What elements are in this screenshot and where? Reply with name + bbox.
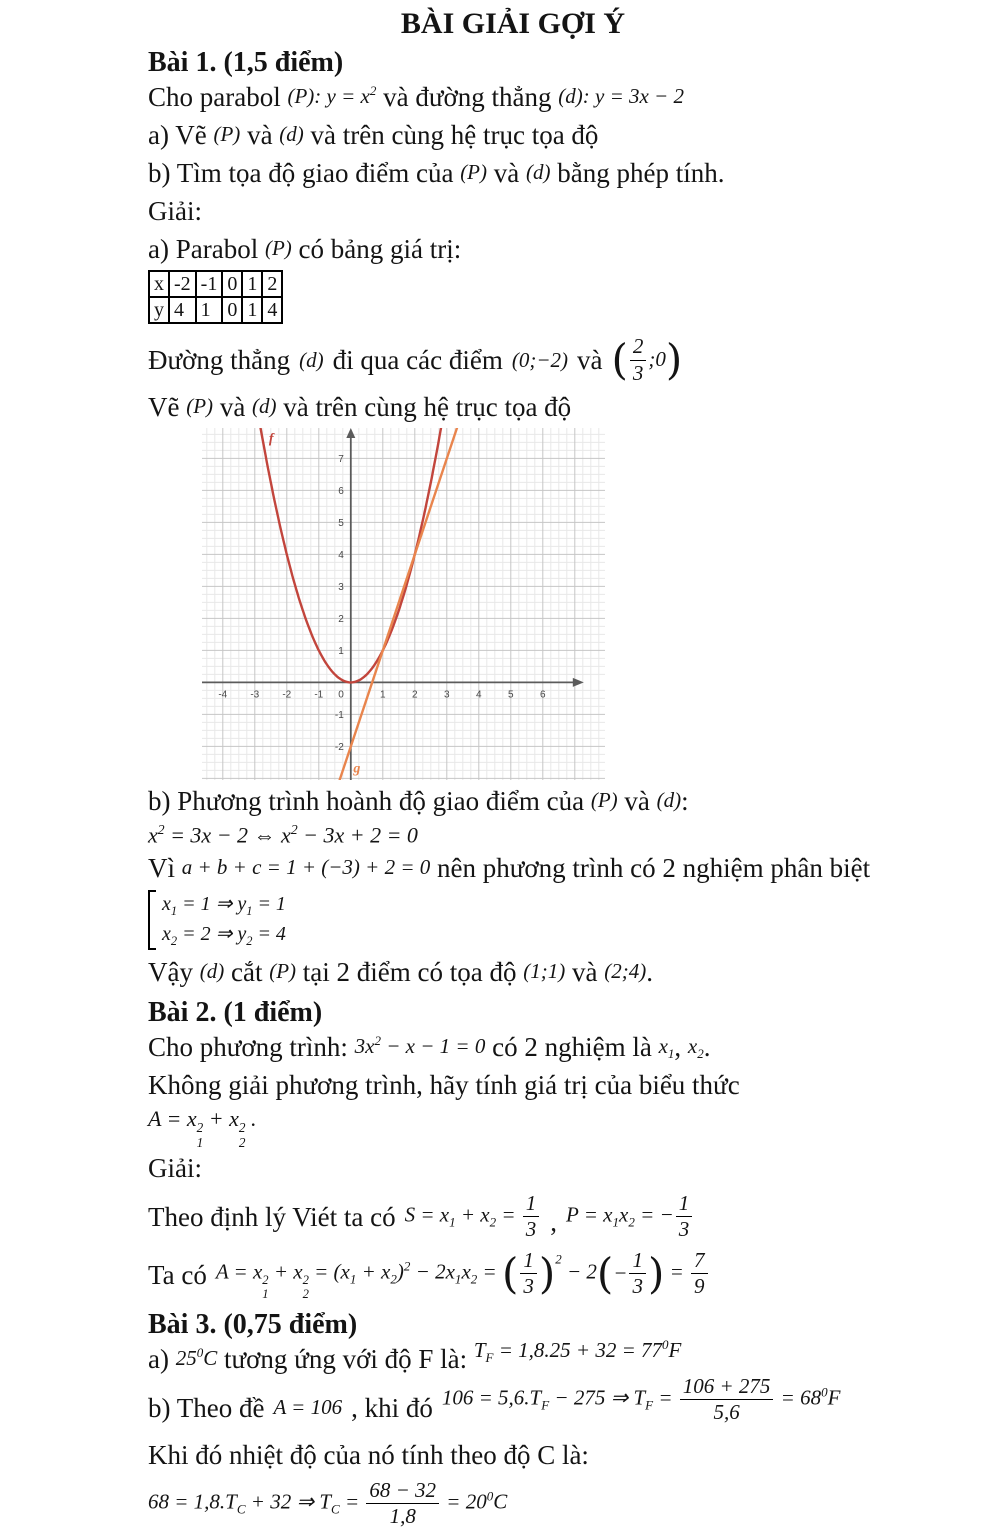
subscript: 2 — [238, 1134, 246, 1150]
solution-system — [148, 890, 979, 951]
math-d: (d) — [299, 347, 324, 372]
subscript: 2 — [246, 933, 253, 948]
paren: ( — [611, 335, 628, 385]
fraction — [676, 1192, 693, 1241]
math-S-formula — [405, 1192, 542, 1241]
subscript: 2 — [390, 1271, 397, 1287]
paren: ) — [647, 1248, 665, 1298]
subscript: 2 — [489, 1214, 497, 1230]
text-run: a) — [148, 1343, 169, 1374]
table-row-y — [149, 297, 282, 323]
math-frag: + x — [203, 1106, 239, 1132]
subscript: 1 — [454, 1271, 462, 1287]
cell: 0 — [222, 271, 242, 297]
math-frag: = (x — [308, 1259, 350, 1284]
text-run: Cho parabol — [148, 82, 281, 112]
problem2-statement — [148, 1030, 979, 1066]
exponent: 2 — [555, 1251, 562, 1267]
math-line-def: (d): y = 3x − 2 — [558, 84, 684, 108]
text-run: đi qua các điểm — [332, 344, 503, 375]
table-intro — [148, 232, 979, 268]
math-parabola-def — [287, 84, 376, 108]
svg-text:-1: -1 — [334, 709, 344, 721]
punctuation: , — [550, 1207, 558, 1238]
punctuation: . — [250, 1106, 257, 1132]
problem1-heading: Bài 1. (1,5 điểm) — [148, 47, 344, 78]
denominator: 5,6 — [713, 1400, 740, 1425]
exponent: 0 — [196, 1344, 204, 1360]
fraction — [523, 1192, 540, 1241]
subscript: 1 — [349, 1271, 357, 1287]
math-frag: = — [496, 1202, 521, 1227]
math-frag: x — [619, 1202, 629, 1227]
subscript: 2 — [628, 1214, 635, 1230]
function-graph — [202, 428, 605, 780]
svg-text:-4: -4 — [218, 689, 228, 701]
math-frag: = 2 ⇒ y — [177, 922, 247, 945]
page-title: BÀI GIẢI GỢI Ý — [400, 7, 626, 40]
math-frag: = — [653, 1385, 678, 1410]
math-frag: − x − 1 = 0 — [381, 1034, 486, 1059]
numerator: 2 — [630, 335, 647, 360]
math-frag: A = x — [148, 1106, 197, 1132]
text-run: a) Vẽ — [148, 120, 207, 150]
compute-A-line — [148, 1247, 979, 1303]
subscript: C — [236, 1501, 246, 1517]
math-frag: = — [477, 1259, 502, 1284]
fraction — [629, 1249, 646, 1298]
text-run: , — [674, 1032, 682, 1063]
paren: ) — [538, 1248, 556, 1298]
svg-text:1: 1 — [338, 645, 344, 657]
text-run: b) Theo đề — [148, 1392, 265, 1423]
math-frag: = — [339, 1489, 365, 1514]
math-frag: x — [148, 822, 158, 848]
subscript: 2 — [170, 933, 178, 948]
math-frag: − — [613, 1261, 628, 1286]
solution-label-2: Giải: — [148, 1152, 202, 1183]
math-25C — [176, 1346, 218, 1370]
text-run: Cho phương trình: — [148, 1032, 348, 1063]
text-run: Theo định lý Viét ta có — [148, 1201, 396, 1232]
exponent: 0 — [821, 1384, 828, 1400]
text-run: a) Parabol — [148, 234, 259, 264]
svg-text:g: g — [353, 761, 361, 777]
paren: ( — [596, 1248, 614, 1298]
system-rows — [156, 890, 286, 951]
svg-text:f: f — [268, 431, 274, 447]
math-frag: ;0 — [648, 347, 666, 372]
svg-text:2: 2 — [338, 613, 344, 625]
text-run: và — [577, 344, 603, 375]
cell: -1 — [196, 271, 223, 297]
subscript: 1 — [612, 1214, 619, 1230]
expression-A — [148, 1106, 979, 1148]
exponent: 2 — [369, 83, 377, 98]
text-run: tại 2 điểm có tọa độ — [302, 957, 517, 988]
text-run: b) Tìm tọa độ giao điểm của — [148, 158, 454, 188]
text-run: . — [646, 957, 653, 988]
graph-svg — [202, 428, 605, 780]
svg-text:-3: -3 — [250, 689, 260, 701]
text-run: Vậy — [148, 957, 193, 988]
math-d: (d) — [526, 160, 551, 184]
subscript: 1 — [196, 1134, 204, 1150]
denominator: 9 — [694, 1274, 705, 1299]
text-run: . — [703, 1032, 711, 1063]
svg-text:5: 5 — [338, 517, 344, 529]
subscript: 1 — [170, 903, 178, 918]
cell: 0 — [222, 297, 242, 323]
problem1-part-a — [148, 118, 979, 154]
cell: x — [149, 271, 169, 297]
fraction — [366, 1479, 439, 1528]
cell: 1 — [242, 297, 262, 323]
math-frag: + x — [455, 1202, 490, 1227]
math-P: (P) — [590, 788, 618, 812]
math-frag: − 2 — [561, 1259, 597, 1284]
svg-text:6: 6 — [540, 689, 546, 701]
exponent: 2 — [374, 1033, 382, 1049]
math-frag: + x — [268, 1259, 303, 1284]
math-frag: x — [658, 1034, 668, 1059]
exponent: 2 — [196, 1120, 204, 1136]
text-run: và — [219, 392, 246, 422]
math-frag: + 32 ⇒ T — [245, 1489, 331, 1514]
math-abc-sum: a + b + c = 1 + (−3) + 2 = 0 — [181, 854, 431, 879]
math-frag: x — [687, 1034, 698, 1059]
numerator: 106 + 275 — [680, 1375, 774, 1400]
svg-text:7: 7 — [338, 453, 344, 465]
draw-statement — [148, 390, 979, 426]
text-run: có 2 nghiệm là — [492, 1032, 652, 1063]
math-x1 — [658, 1034, 675, 1062]
math-frag: = 3x − 2 ⇔ x — [164, 822, 291, 848]
text-run: và — [493, 158, 520, 188]
text-run: và — [571, 957, 598, 988]
math-frag: C — [203, 1345, 218, 1370]
fraction — [691, 1249, 708, 1298]
math-frag: P = x — [566, 1202, 613, 1227]
math-frag: + x — [356, 1259, 391, 1284]
math-frag: 25 — [175, 1345, 197, 1370]
numerator: 1 — [676, 1192, 693, 1217]
math-point: (2;4) — [604, 959, 647, 984]
math-quadratic — [355, 1034, 486, 1058]
system-row-1 — [162, 892, 286, 919]
supsub — [239, 1121, 246, 1148]
math-P: (P) — [213, 122, 241, 146]
math-P: (P) — [460, 160, 488, 184]
svg-text:3: 3 — [444, 689, 450, 701]
bracket — [148, 890, 156, 951]
numerator: 1 — [523, 1192, 540, 1217]
math-d: (d) — [252, 394, 277, 418]
cell: 1 — [242, 271, 262, 297]
text-run: và đường thẳng — [383, 82, 552, 112]
math-point: (1;1) — [523, 959, 566, 984]
math-frag: 3x — [354, 1034, 375, 1059]
exponent: 2 — [302, 1273, 309, 1288]
text-run: và trên cùng hệ trục tọa độ — [310, 120, 599, 150]
math-frag: = 68 — [775, 1385, 822, 1410]
math-x2 — [687, 1034, 704, 1062]
math-frag: = 4 — [252, 922, 286, 945]
math-frag: = 1 ⇒ y — [177, 892, 247, 915]
math-A106: A = 106 — [273, 1395, 343, 1420]
svg-text:5: 5 — [508, 689, 514, 701]
exponent: 2 — [403, 1258, 411, 1274]
text-run: tương ứng với độ F là: — [224, 1343, 468, 1374]
math-frag: = — [664, 1259, 690, 1284]
math-P: (P) — [269, 959, 297, 984]
math-point-2 — [611, 335, 682, 384]
denominator: 3 — [678, 1217, 690, 1242]
problem3-part-b — [148, 1374, 979, 1436]
math-TF-formula — [473, 1336, 682, 1365]
math-A-computation — [216, 1249, 710, 1300]
math-d: (d) — [199, 959, 225, 984]
math-frag: S = x — [404, 1202, 450, 1227]
svg-text:1: 1 — [380, 689, 386, 701]
subscript: 2 — [697, 1046, 704, 1062]
math-point-1: (0;−2) — [511, 347, 568, 372]
value-table — [148, 270, 283, 324]
text-run: : — [681, 786, 689, 816]
math-frag: F — [827, 1385, 841, 1410]
text-run: và — [624, 786, 650, 816]
numerator: 7 — [691, 1249, 708, 1274]
system-row-2 — [162, 922, 286, 949]
text-run: nên phương trình có 2 nghiệm phân biệt — [437, 852, 871, 883]
math-frag: F — [668, 1337, 682, 1362]
math-frag: − 2x — [410, 1259, 455, 1284]
denominator: 3 — [525, 1217, 537, 1242]
math-frag: T — [473, 1337, 486, 1362]
text-run: Ta có — [148, 1259, 207, 1290]
text-run: Vì — [148, 852, 175, 883]
part-b-heading — [148, 784, 979, 820]
problem3-heading: Bài 3. (0,75 điểm) — [148, 1308, 358, 1340]
text-run: Vẽ — [148, 392, 180, 422]
cell: 1 — [196, 297, 223, 323]
exponent: 2 — [157, 822, 165, 837]
text-run: Đường thẳng — [148, 344, 291, 375]
intersection-equation — [148, 822, 979, 849]
table-row-x — [149, 271, 282, 297]
text-run: , khi đó — [351, 1392, 433, 1423]
math-frag: − 275 ⇒ T — [549, 1385, 646, 1410]
math-frag: − 3x + 2 = 0 — [297, 822, 418, 848]
fraction — [520, 1249, 537, 1298]
exponent: 2 — [262, 1273, 269, 1288]
subscript: C — [331, 1501, 340, 1517]
svg-text:2: 2 — [412, 689, 418, 701]
math-frag: x — [162, 922, 171, 945]
fraction — [680, 1375, 774, 1424]
subscript: 2 — [302, 1286, 309, 1301]
text-run: và trên cùng hệ trục tọa độ — [283, 392, 572, 422]
paren: ( — [501, 1248, 519, 1298]
exponent: 0 — [486, 1488, 494, 1504]
math-d: (d) — [656, 788, 682, 812]
denominator: 3 — [523, 1274, 534, 1299]
problem2-heading: Bài 2. (1 điểm) — [148, 997, 323, 1029]
math-P: (P) — [186, 394, 214, 418]
line-points-statement — [148, 332, 979, 388]
problem2-statement-2: Không giải phương trình, hãy tính giá trị của biểu thức — [148, 1070, 740, 1101]
svg-text:4: 4 — [338, 549, 344, 561]
cell: 4 — [262, 297, 282, 323]
math-TC-solve — [148, 1479, 507, 1528]
text-run: và — [247, 120, 273, 150]
subscript: F — [485, 1350, 494, 1365]
text-run: b) Phương trình hoành độ giao điểm của — [148, 786, 585, 816]
cell: 4 — [169, 297, 196, 323]
solution-label-1: Giải: — [148, 196, 202, 226]
math-frag: = 1 — [252, 892, 286, 915]
problem3-part-a — [148, 1336, 979, 1378]
math-P-formula — [566, 1192, 694, 1241]
denominator: 3 — [632, 1274, 643, 1299]
problem3-part-c: Khi đó nhiệt độ của nó tính theo độ C là: — [148, 1439, 589, 1470]
math-P: (P) — [264, 236, 292, 260]
problem1-part-b — [148, 156, 979, 192]
cell: 2 — [262, 271, 282, 297]
text-run: cắt — [230, 957, 263, 988]
math-frag: = − — [634, 1202, 674, 1227]
denominator: 1,8 — [389, 1504, 416, 1529]
conclusion-line — [148, 955, 979, 991]
subscript: F — [541, 1397, 550, 1413]
problem1-statement — [148, 80, 979, 116]
text-run: có bảng giá trị: — [298, 234, 462, 264]
svg-text:-2: -2 — [334, 741, 344, 753]
math-d: (d) — [279, 122, 304, 146]
cell: -2 — [169, 271, 196, 297]
numerator: 68 − 32 — [366, 1479, 439, 1504]
svg-text:3: 3 — [338, 581, 344, 593]
math-frag: = 20 — [441, 1489, 487, 1514]
svg-text:4: 4 — [476, 689, 482, 701]
viet-line — [148, 1189, 979, 1245]
math-frag: 68 = 1,8.T — [148, 1489, 237, 1514]
svg-text:-1: -1 — [314, 689, 324, 701]
cell: y — [149, 297, 169, 323]
subscript: F — [645, 1397, 654, 1413]
subscript: 1 — [262, 1286, 269, 1301]
math-frag: C — [493, 1489, 508, 1514]
fraction — [630, 335, 647, 384]
svg-text:6: 6 — [338, 485, 344, 497]
math-TF-solve — [442, 1375, 841, 1424]
math-frag: A = x — [215, 1259, 263, 1284]
numerator: 1 — [629, 1249, 646, 1274]
math-frag: ) — [396, 1259, 404, 1284]
celsius-formula-line — [148, 1476, 979, 1531]
math-frag: (P): y = x — [287, 84, 370, 108]
math-frag: 106 = 5,6.T — [441, 1385, 542, 1410]
abc-rule-line — [148, 851, 979, 887]
subscript: 2 — [470, 1271, 478, 1287]
exponent: 2 — [238, 1120, 246, 1136]
exponent: 0 — [662, 1336, 669, 1352]
denominator: 3 — [632, 360, 644, 385]
svg-text:0: 0 — [338, 689, 344, 701]
subscript: 1 — [246, 903, 253, 918]
paren: ) — [665, 335, 683, 385]
math-frag: x — [461, 1259, 471, 1284]
math-frag: = 1,8.25 + 32 = 77 — [493, 1337, 663, 1362]
subscript: 1 — [449, 1214, 456, 1230]
numerator: 1 — [520, 1249, 537, 1274]
svg-text:-2: -2 — [282, 689, 292, 701]
subscript: 1 — [667, 1046, 675, 1062]
text-run: bằng phép tính. — [557, 158, 725, 188]
math-frag: x — [162, 892, 171, 915]
exponent: 2 — [290, 822, 298, 837]
